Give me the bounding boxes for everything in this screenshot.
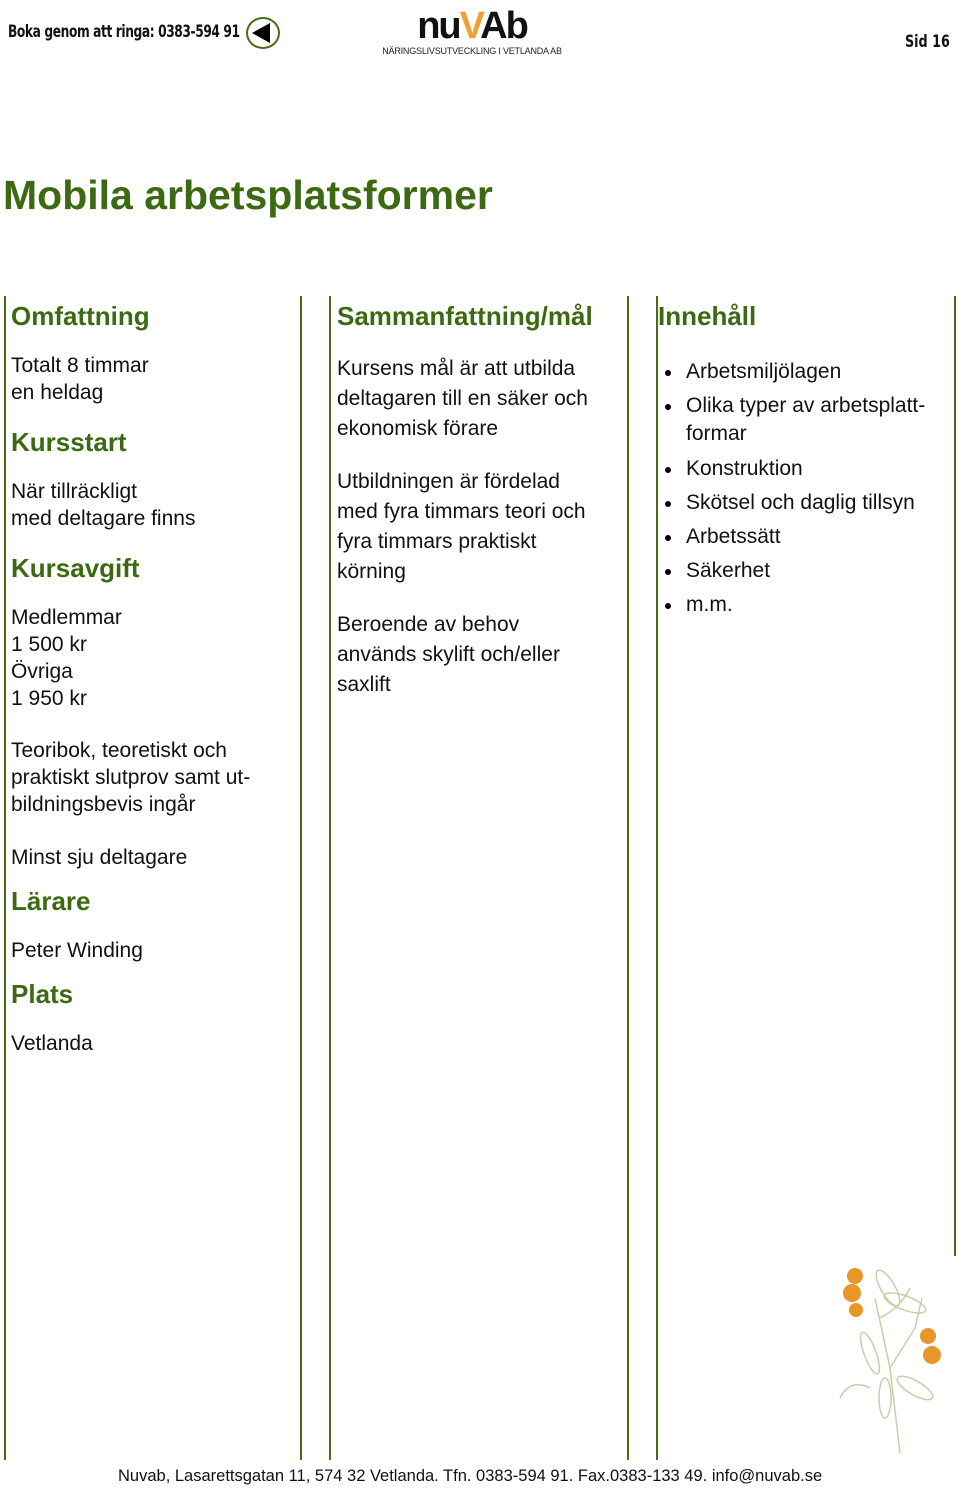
column-innehall xyxy=(658,298,953,625)
list-item: Skötsel och daglig tillsyn xyxy=(658,489,953,516)
list-item: Konstruktion xyxy=(658,455,953,482)
text: med deltagare finns xyxy=(11,507,196,530)
text: Beroende av behov xyxy=(337,613,520,636)
logo-subtitle: NÄRINGSLIVSUTVECKLING I VETLANDA AB xyxy=(382,46,562,56)
booking-phone: Boka genom att ringa: 0383-594 91 xyxy=(8,22,240,42)
page-number: Sid 16 xyxy=(905,32,950,52)
text: saxlift xyxy=(337,673,391,696)
text: ekonomisk förare xyxy=(337,417,499,440)
content-list xyxy=(658,358,953,618)
text: med fyra timmars teori och xyxy=(337,500,586,523)
text: används skylift och/eller xyxy=(337,643,560,666)
nuvab-logo: nuVAb NÄRINGSLIVSUTVECKLING I VETLANDA AB xyxy=(376,6,568,56)
column-sammanfattning xyxy=(337,298,625,700)
divider xyxy=(4,296,6,1460)
back-arrow-icon[interactable] xyxy=(246,17,280,49)
divider xyxy=(627,296,629,1460)
text: bildningsbevis ingår xyxy=(11,793,196,816)
list-item: Arbetsmiljölagen xyxy=(658,358,953,385)
text: Peter Winding xyxy=(11,939,143,962)
text: 1 500 kr xyxy=(11,633,87,656)
list-item: Säkerhet xyxy=(658,557,953,584)
text: en heldag xyxy=(11,381,104,404)
list-item: Olika typer av arbetsplatt- formar xyxy=(658,392,953,448)
text: fyra timmars praktiskt xyxy=(337,530,537,553)
text: Vetlanda xyxy=(11,1032,93,1055)
heading-kursstart: Kursstart xyxy=(11,427,127,457)
text: Totalt 8 timmar xyxy=(11,354,149,377)
heading-sammanfattning: Sammanfattning/mål xyxy=(337,301,593,331)
text: deltagaren till en säker och xyxy=(337,387,588,410)
divider xyxy=(329,296,331,1460)
text: praktiskt slutprov samt ut- xyxy=(11,766,251,789)
heading-omfattning: Omfattning xyxy=(11,301,150,331)
list-item: Arbetssätt xyxy=(658,523,953,550)
text: Övriga xyxy=(11,660,73,683)
list-item: m.m. xyxy=(658,591,953,618)
text: 1 950 kr xyxy=(11,687,87,710)
divider xyxy=(300,296,302,1460)
heading-kursavgift: Kursavgift xyxy=(11,553,140,583)
text: Teoribok, teoretiskt och xyxy=(11,739,227,762)
column-omfattning xyxy=(11,298,296,1057)
page-title: Mobila arbetsplatsformer xyxy=(3,172,493,218)
heading-plats: Plats xyxy=(11,979,74,1009)
flower-illustration xyxy=(830,1258,950,1458)
text: Medlemmar xyxy=(11,606,122,629)
text: körning xyxy=(337,560,406,583)
divider xyxy=(954,296,956,1256)
heading-larare: Lärare xyxy=(11,886,91,916)
text: När tillräckligt xyxy=(11,480,138,503)
text: Minst sju deltagare xyxy=(11,846,188,869)
text: Utbildningen är fördelad xyxy=(337,470,560,493)
heading-innehall: Innehåll xyxy=(658,301,757,331)
footer-contact: Nuvab, Lasarettsgatan 11, 574 32 Vetlanda. Tfn. 0383-594 91. Fax.0383-133 49. info@nuvab.se xyxy=(118,1467,823,1485)
text: Kursens mål är att utbilda xyxy=(337,357,576,380)
